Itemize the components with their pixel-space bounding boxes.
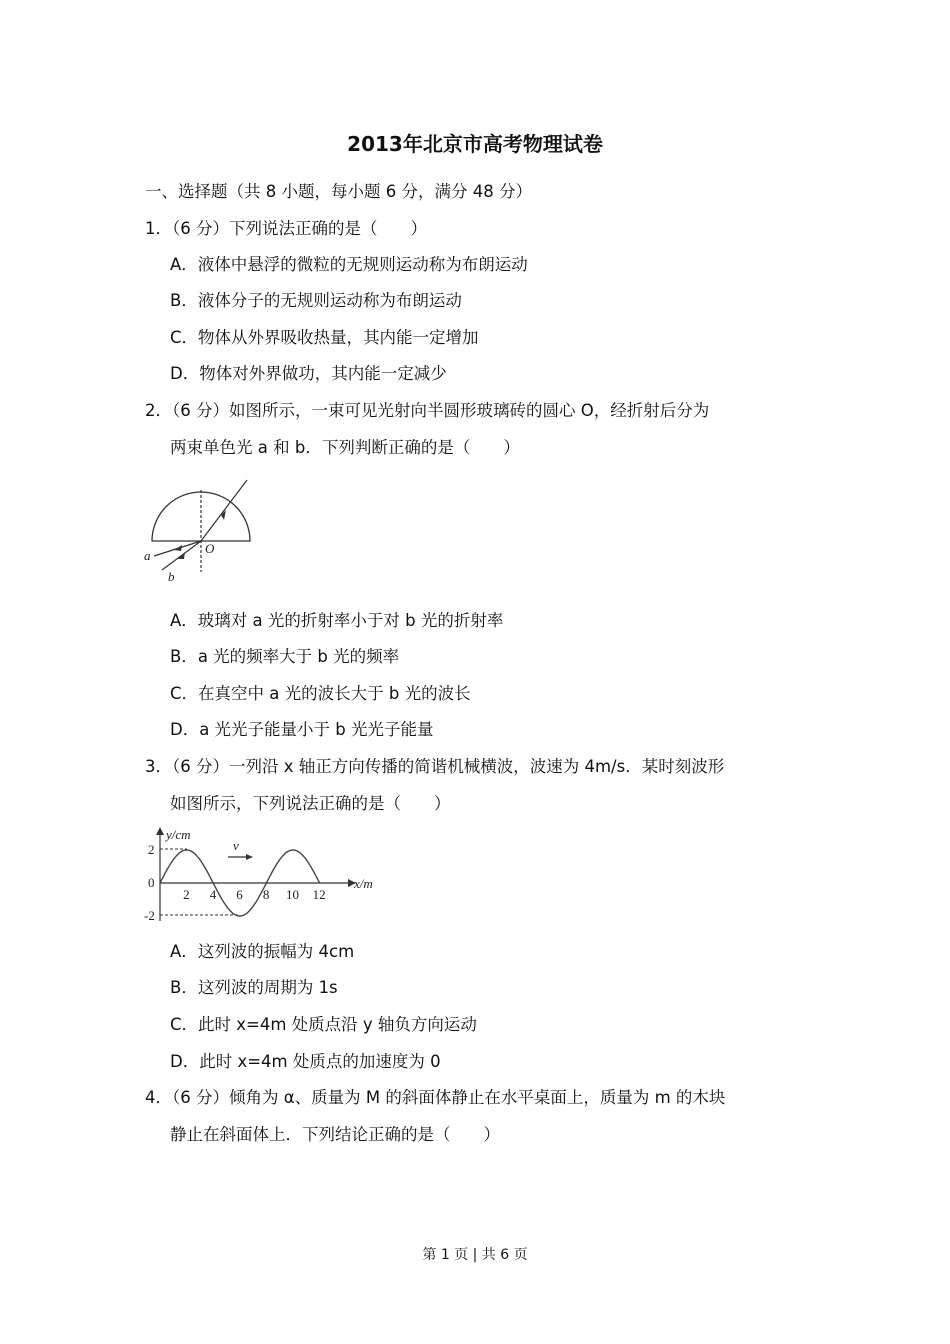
label-b: b (168, 569, 175, 584)
label-o: O (205, 541, 215, 556)
q1-option-b: B．液体分子的无规则运动称为布朗运动 (170, 291, 462, 310)
x-tick: 10 (286, 887, 299, 902)
q2-stem-line1: 2．（6 分）如图所示，一束可见光射向半圆形玻璃砖的圆心 O，经折射后分为 (145, 401, 710, 420)
section-heading: 一、选择题（共 8 小题，每小题 6 分，满分 48 分） (145, 182, 532, 201)
y-tick: -2 (144, 908, 155, 923)
x-tick: 6 (236, 887, 243, 902)
x-axis-label: x/m (354, 876, 373, 891)
wave-graph-figure (140, 825, 380, 925)
x-tick: 4 (209, 887, 217, 902)
q2-option-b: B．a 光的频率大于 b 光的频率 (170, 647, 400, 666)
y-axis-label: y/cm (166, 827, 191, 842)
q2-option-a: A．玻璃对 a 光的折射率小于对 b 光的折射率 (170, 611, 504, 630)
q3-stem-line2: 如图所示，下列说法正确的是（ ） (170, 794, 451, 813)
y-tick: 2 (148, 842, 155, 857)
x-tick: 8 (262, 887, 270, 902)
y-tick: 0 (148, 875, 155, 890)
x-tick: 12 (312, 887, 326, 902)
q2-stem-line2: 两束单色光 a 和 b．下列判断正确的是（ ） (170, 438, 520, 457)
velocity-label: v (233, 838, 239, 853)
q1-option-c: C．物体从外界吸收热量，其内能一定增加 (170, 328, 479, 347)
q2-option-d: D．a 光光子能量小于 b 光光子能量 (170, 720, 434, 739)
semicircle-glass-figure (140, 480, 270, 590)
q3-stem-line1: 3．（6 分）一列沿 x 轴正方向传播的简谐机械横波，波速为 4m/s．某时刻波形 (145, 757, 725, 776)
label-a: a (144, 548, 151, 563)
q1-stem: 1．（6 分）下列说法正确的是（ ） (145, 219, 427, 238)
q2-option-c: C．在真空中 a 光的波长大于 b 光的波长 (170, 684, 471, 703)
q3-option-b: B．这列波的周期为 1s (170, 978, 338, 997)
page-title: 2013年北京市高考物理试卷 (347, 132, 603, 156)
q3-option-a: A．这列波的振幅为 4cm (170, 942, 355, 961)
q4-stem-line2: 静止在斜面体上．下列结论正确的是（ ） (170, 1125, 500, 1144)
page-footer: 第 1 页 | 共 6 页 (422, 1247, 528, 1263)
q1-option-d: D．物体对外界做功，其内能一定减少 (170, 364, 447, 383)
q4-stem-line1: 4．（6 分）倾角为 α、质量为 M 的斜面体静止在水平桌面上，质量为 m 的木块 (145, 1088, 726, 1107)
q1-option-a: A．液体中悬浮的微粒的无规则运动称为布朗运动 (170, 255, 528, 274)
x-tick: 2 (183, 887, 190, 902)
q3-option-c: C．此时 x=4m 处质点沿 y 轴负方向运动 (170, 1015, 477, 1034)
q3-option-d: D．此时 x=4m 处质点的加速度为 0 (170, 1052, 441, 1071)
